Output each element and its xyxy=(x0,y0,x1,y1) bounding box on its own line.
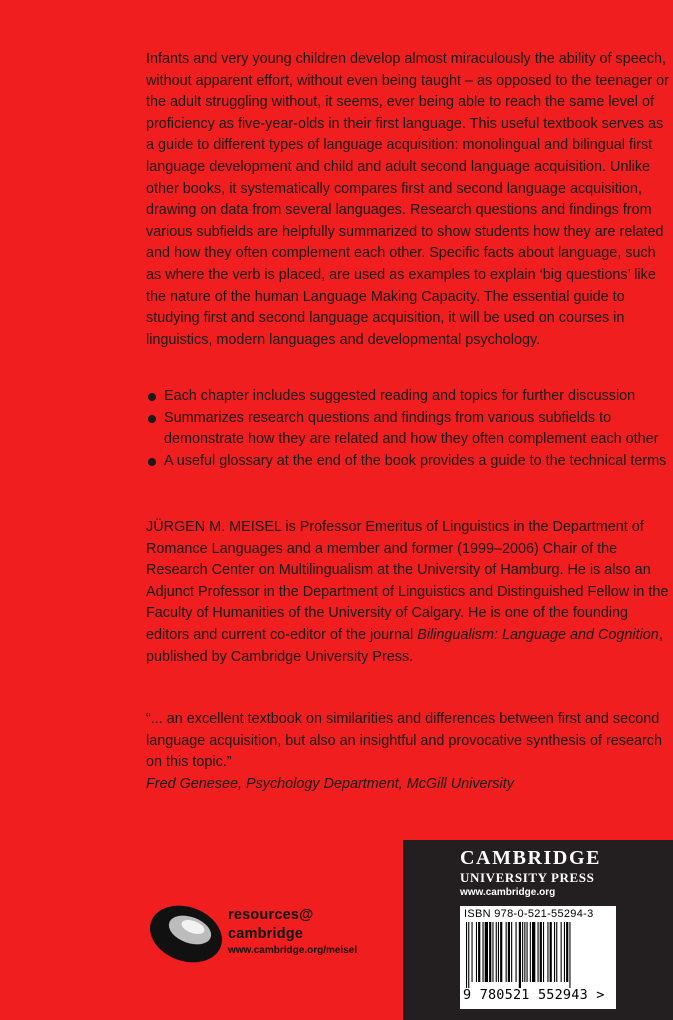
publisher-panel xyxy=(403,840,673,1020)
quote-text: “... an excellent textbook on similarities and differences between first and second language acquisition, but also an insightful and provocative synthesis of research on this topic.” xyxy=(146,711,662,771)
author-bio: JÜRGEN M. MEISEL is Professor Emeritus of Linguistics in the Department of Romance Languages and a member and former (1999–2006) Chair of the Research Center on Multilingualism at the University of Hamburg. He is also an Adjunct Professor in the Department of Linguistics and Distinguished Fellow in the Faculty of Humanities of the University of Calgary. He is one of the founding editors and current co-editor of the journal Bilingualism: Language and Cognition, published by Cambridge University Press. xyxy=(146,519,669,665)
publisher-url: www.cambridge.org xyxy=(460,887,556,898)
list-item: Each chapter includes suggested reading and topics for further discussion xyxy=(146,386,670,408)
barcode-icon xyxy=(466,922,610,988)
journal-title: Bilingualism: Language and Cognition xyxy=(417,626,659,643)
barcode-box xyxy=(460,906,616,1009)
resources-line2: cambridge xyxy=(228,926,304,942)
bullet-icon xyxy=(148,415,156,423)
resources-swoosh-icon xyxy=(148,903,226,965)
publisher-press: UNIVERSITY PRESS xyxy=(460,870,595,885)
isbn-text: ISBN 978-0-521-55294-3 xyxy=(464,908,594,920)
resources-line1: resources@ xyxy=(228,907,314,923)
book-description: Infants and very young children develop almost miraculously the ability of speech, without apparent effort, without even being taught – as opposed to the teenager or the adult struggling without, it seems, ever being able to reach the same level of proficiency as five-year-olds in their first language. This useful textbook serves as a guide to different types of language acquisition: monolingual and bilingual first language development and child and adult second language acquisition. Unlike other books, it systematically compares first and second language acquisition, drawing on data from several languages. Research questions and findings from various subfields are helpfully summarized to show students how they are related and how they often complement each other. Specific facts about language, such as where the verb is placed, are used as examples to explain ‘big questions’ like the nature of the human Language Making Capacity. The essential guide to studying first and second language acquisition, it will be used on courses in linguistics, modern languages and developmental psychology. xyxy=(146,51,669,348)
ean-digits: 9 780521 552943 > xyxy=(463,987,605,1003)
resources-url: www.cambridge.org/meisel xyxy=(228,945,358,956)
bullet-icon xyxy=(148,458,156,466)
feature-list xyxy=(146,386,670,472)
review-quote xyxy=(146,709,670,795)
bullet-icon xyxy=(148,393,156,401)
quote-attribution: Fred Genesee, Psychology Department, McGill University xyxy=(146,775,514,792)
publisher-name: CAMBRIDGE xyxy=(460,847,602,869)
list-item: A useful glossary at the end of the book provides a guide to the technical terms xyxy=(146,451,670,473)
list-item: Summarizes research questions and findings from various subfields to demonstrate how they are related and how they often complement each other xyxy=(146,408,670,451)
resources-logo xyxy=(148,903,408,973)
